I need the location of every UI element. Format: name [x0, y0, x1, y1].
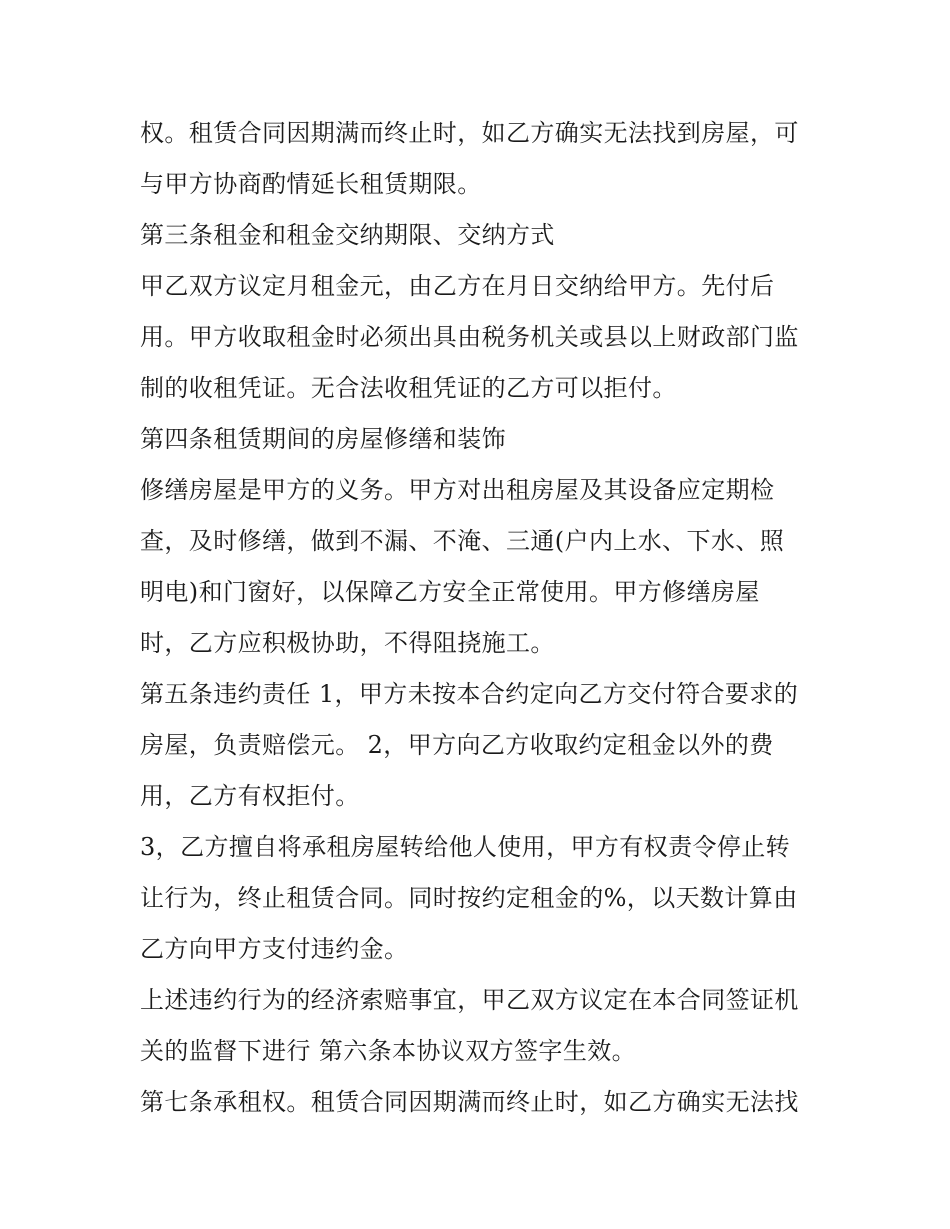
text-line: 查，及时修缮，做到不漏、不淹、三通(户内上水、下水、照 [140, 527, 785, 555]
text-line: 乙方向甲方支付违约金。 [140, 935, 409, 963]
text-line: 房屋，负责赔偿元。 2，甲方向乙方收取约定租金以外的费 [140, 731, 774, 759]
text-line: 用，乙方有权拒付。 [140, 782, 360, 810]
text-line: 用。甲方收取租金时必须出具由税务机关或县以上财政部门监 [140, 323, 799, 351]
text-line: 制的收租凭证。无合法收租凭证的乙方可以拒付。 [140, 374, 677, 402]
text-line: 修缮房屋是甲方的义务。甲方对出租房屋及其设备应定期检 [140, 476, 775, 504]
text-line: 3，乙方擅自将承租房屋转给他人使用，甲方有权责令停止转 [140, 833, 791, 861]
text-line: 甲乙双方议定月租金元，由乙方在月日交纳给甲方。先付后 [140, 272, 775, 300]
text-line: 权。租赁合同因期满而终止时，如乙方确实无法找到房屋，可 [140, 119, 799, 147]
text-line: 关的监督下进行 第六条本协议双方签字生效。 [140, 1037, 637, 1065]
section-heading: 第三条租金和租金交纳期限、交纳方式 [140, 221, 555, 249]
section-heading: 第四条租赁期间的房屋修缮和装饰 [140, 425, 506, 453]
section-heading: 第七条承租权。租赁合同因期满而终止时，如乙方确实无法找 [140, 1088, 799, 1116]
text-line: 让行为，终止租赁合同。同时按约定租金的%，以天数计算由 [140, 884, 798, 912]
text-line: 与甲方协商酌情延长租赁期限。 [140, 170, 482, 198]
text-line: 明电)和门窗好，以保障乙方安全正常使用。甲方修缮房屋 [140, 578, 760, 606]
text-line: 时，乙方应积极协助，不得阻挠施工。 [140, 629, 555, 657]
document-body [140, 108, 820, 1128]
text-line: 上述违约行为的经济索赔事宜，甲乙双方议定在本合同签证机 [140, 986, 799, 1014]
section-heading: 第五条违约责任 1，甲方未按本合约定向乙方交付符合要求的 [140, 680, 799, 708]
